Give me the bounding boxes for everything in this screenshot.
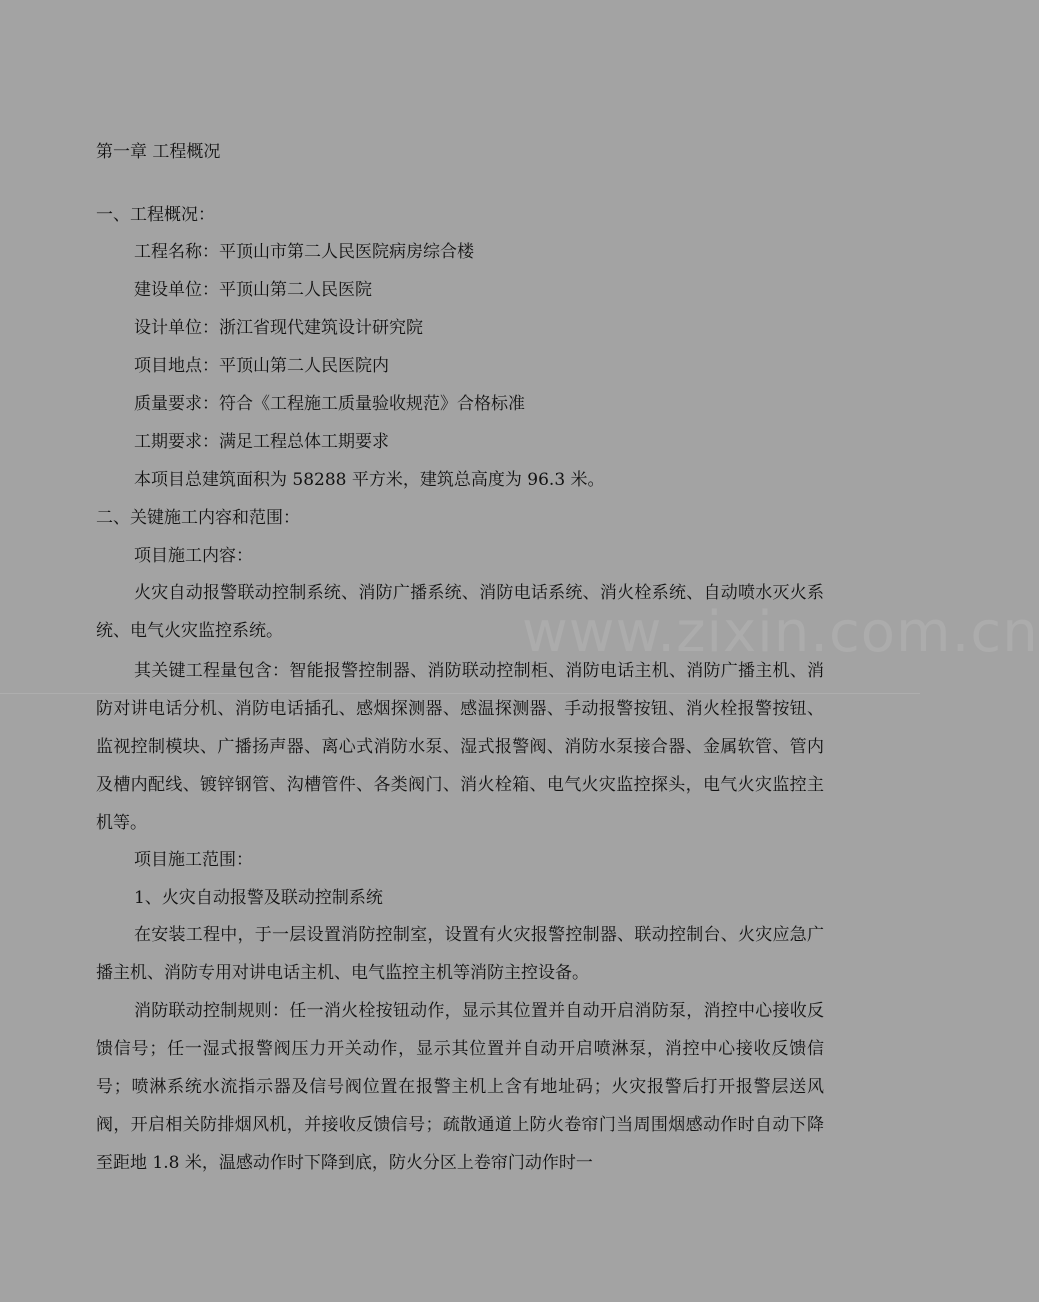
section-2-heading: 二、关键施工内容和范围： [96,508,300,528]
scope-label: 项目施工范围： [134,850,253,870]
key-quantities-paragraph: 其关键工程量包含：智能报警控制器、消防联动控制柜、消防电话主机、消防广播主机、消防对讲电话分机、消防电话插孔、感烟探测器、感温探测器、手动报警按钮、消火栓报警按钮、监视控制模块、广播扬声器、离心式消防水泵、湿式报警阀、消防水泵接合器、金属软管、管内及槽内配线、镀锌钢管、沟槽管件、各类阀门、消火栓箱、电气火灾监控探头，电气火灾监控主机等。 [96,661,824,833]
installation-paragraph: 在安装工程中，于一层设置消防控制室，设置有火灾报警控制器、联动控制台、火灾应急广播主机、消防专用对讲电话主机、电气监控主机等消防主控设备。 [96,925,824,983]
project-location: 项目地点：平顶山第二人民医院内 [134,356,389,376]
scope-item-1: 1、火灾自动报警及联动控制系统 [134,888,383,908]
quality-requirement: 质量要求：符合《工程施工质量验收规范》合格标准 [134,394,525,414]
content-label: 项目施工内容： [134,546,253,566]
construction-unit: 建设单位：平顶山第二人民医院 [134,280,372,300]
project-name: 工程名称：平顶山市第二人民医院病房综合楼 [134,242,474,262]
area-height-statement: 本项目总建筑面积为 58288 平方米，建筑总高度为 96.3 米。 [134,470,605,490]
chapter-title: 第一章 工程概况 [96,142,221,162]
watermark: www.zixin.com.cn [522,600,1039,665]
design-unit: 设计单位：浙江省现代建筑设计研究院 [134,318,423,338]
content-paragraph: 火灾自动报警联动控制系统、消防广播系统、消防电话系统、消火栓系统、自动喷水灭火系统、电气火灾监控系统。 [96,583,824,641]
schedule-requirement: 工期要求：满足工程总体工期要求 [134,432,389,452]
section-1-heading: 一、工程概况： [96,205,215,225]
linkage-rules-paragraph: 消防联动控制规则：任一消火栓按钮动作，显示其位置并自动开启消防泵，消控中心接收反馈信号；任一湿式报警阀压力开关动作，显示其位置并自动开启喷淋泵，消控中心接收反馈信号；喷淋系统水流指示器及信号阀位置在报警主机上含有地址码；火灾报警后打开报警层送风阀，开启相关防排烟风机，并接收反馈信号；疏散通道上防火卷帘门当周围烟感动作时自动下降至距地 1.8 米，温感动作时下降到底，防火分区上卷帘门动作时一 [96,1001,824,1173]
